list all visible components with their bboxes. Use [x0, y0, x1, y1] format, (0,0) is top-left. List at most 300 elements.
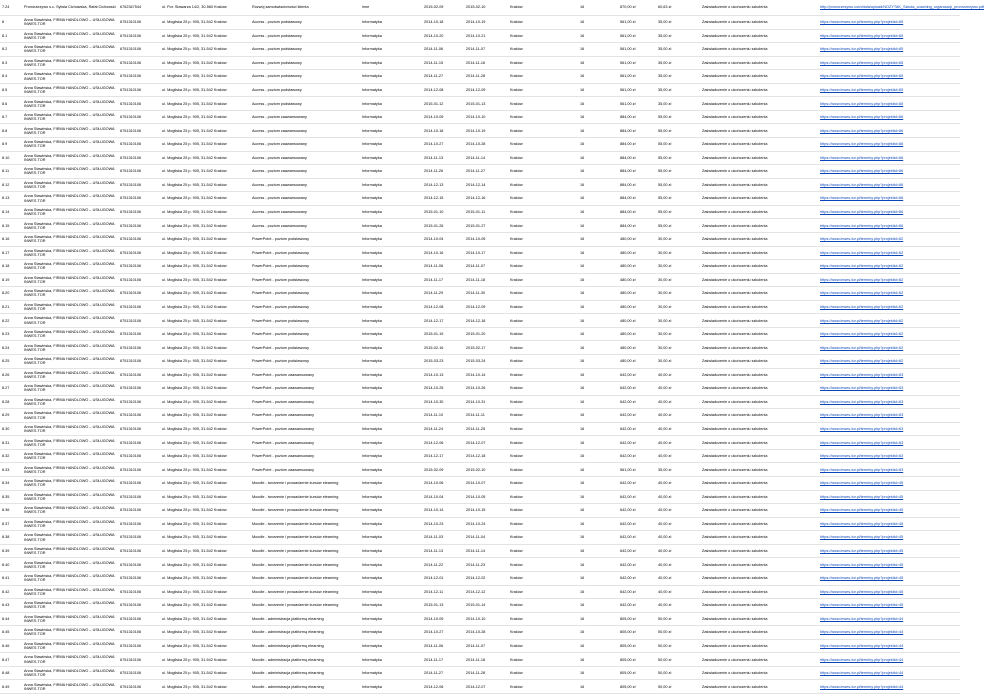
row-id-cell: 8.48	[2, 671, 10, 676]
end-date-cell: 2014-10-28	[466, 630, 486, 635]
url-link[interactable]: https://www.inwes-tor.pl/terminy.php?projektid=45	[820, 562, 904, 567]
table-row	[0, 680, 960, 694]
start-date-cell: 2014-11-27	[424, 671, 444, 676]
end-date-cell: 2014-10-05	[466, 494, 486, 499]
certificate-type-cell: Zaświadczenie o ukończeniu szkolenia	[702, 630, 768, 635]
nip-cell: 6751310106	[120, 549, 142, 554]
url-link[interactable]: https://www.inwes-tor.pl/terminy.php?projektid=63	[820, 372, 904, 377]
hours-cell: 16	[580, 562, 585, 567]
company-name-cell: Anna Stawińska, FIRMA HANDLOWO – USŁUGOWA INWES.TOR	[24, 438, 115, 447]
start-date-cell: 2014-10-27	[424, 630, 444, 635]
company-name-cell: Anna Stawińska, FIRMA HANDLOWO – USŁUGOWA INWES.TOR	[24, 533, 115, 542]
address-cell: ul. Mogilska 25 p. 905, 31-542 Kraków	[162, 74, 227, 79]
company-name-cell: Anna Stawińska, FIRMA HANDLOWO – USŁUGOWA INWES.TOR	[24, 506, 115, 515]
company-name-cell: Anna Stawińska, FIRMA HANDLOWO – USŁUGOWA INWES.TOR	[24, 601, 115, 610]
start-date-cell: 2014-12-17	[424, 454, 444, 459]
company-name-cell: Anna Stawińska, FIRMA HANDLOWO – USŁUGOWA INWES.TOR	[24, 370, 115, 379]
address-cell: ul. Mogilska 25 p. 905, 31-542 Kraków	[162, 372, 227, 377]
url-link[interactable]: https://www.inwes-tor.pl/terminy.php?projektid=65	[820, 47, 904, 52]
start-date-cell: 2015-03-23	[424, 359, 444, 364]
area-cell: Informatyka	[362, 250, 382, 255]
url-link[interactable]: https://www.inwes-tor.pl/terminy.php?projektid=66	[820, 210, 904, 215]
row-id-cell: 8.20	[2, 291, 10, 296]
hours-cell: 16	[580, 399, 585, 404]
price-cell: 642,00 zł	[620, 481, 636, 486]
url-link[interactable]: https://www.inwes-tor.pl/terminy.php?projektid=45	[820, 549, 904, 554]
url-link[interactable]: https://www.inwes-tor.pl/terminy.php?projektid=62	[820, 304, 904, 309]
url-link[interactable]: https://www.inwes-tor.pl/terminy.php?projektid=63	[820, 467, 904, 472]
city-cell: Kraków	[510, 155, 523, 160]
area-cell: Informatyka	[362, 291, 382, 296]
price-cell: 642,00 zł	[620, 576, 636, 581]
company-name-cell: Anna Stawińska, FIRMA HANDLOWO – USŁUGOWA INWES.TOR	[24, 343, 115, 352]
company-name-cell: Pronorzezywo s.c. Sylwia Cichowska, Rafał Cichowski	[24, 5, 116, 10]
start-date-cell: 2014-10-25	[424, 386, 444, 391]
certificate-type-cell: Zaświadczenie o ukończeniu szkolenia	[702, 440, 768, 445]
row-id-cell: 8.40	[2, 562, 10, 567]
url-link[interactable]: https://www.inwes-tor.pl/terminy.php?projektid=44	[820, 630, 904, 635]
hourly-rate-cell: 40,00 zł	[658, 535, 672, 540]
row-id-cell: 8.43	[2, 603, 10, 608]
certificate-type-cell: Zaświadczenie o ukończeniu szkolenia	[702, 494, 768, 499]
address-cell: ul. Mogilska 25 p. 905, 31-542 Kraków	[162, 345, 227, 350]
end-date-cell: 2015-01-11	[466, 210, 486, 215]
city-cell: Kraków	[510, 33, 523, 38]
hourly-rate-cell: 30,00 zł	[658, 264, 672, 269]
end-date-cell: 2015-02-10	[466, 467, 486, 472]
area-cell: Informatyka	[362, 657, 382, 662]
row-id-cell: 8.11	[2, 169, 10, 174]
company-name-cell: Anna Stawińska, FIRMA HANDLOWO – USŁUGOWA INWES.TOR	[24, 45, 115, 54]
start-date-cell: 2014-12-06	[424, 684, 444, 689]
url-link[interactable]: https://www.inwes-tor.pl/terminy.php?projektid=62	[820, 318, 904, 323]
table-row	[0, 463, 960, 477]
course-name-cell: PowerPoint - poziom podstawowy	[252, 304, 309, 309]
certificate-type-cell: Zaświadczenie o ukończeniu szkolenia	[702, 603, 768, 608]
certificate-type-cell: Zaświadczenie o ukończeniu szkolenia	[702, 535, 768, 540]
course-name-cell: PowerPoint - poziom zaawansowany	[252, 454, 315, 459]
hourly-rate-cell: 40,00 zł	[658, 413, 672, 418]
start-date-cell: 2014-11-26	[424, 169, 444, 174]
course-name-cell: Moodle - tworzenie i prowadzenie kursów elearning	[252, 521, 339, 526]
row-id-cell: 8.47	[2, 657, 10, 662]
hours-cell: 16	[580, 576, 585, 581]
row-id-cell: 8.4	[2, 74, 8, 79]
url-link[interactable]: https://www.inwes-tor.pl/terminy.php?projektid=66	[820, 128, 904, 133]
address-cell: ul. Mogilska 25 p. 905, 31-542 Kraków	[162, 237, 227, 242]
nip-cell: 6751310106	[120, 277, 142, 282]
hours-cell: 16	[580, 318, 585, 323]
table-row	[0, 192, 960, 206]
area-cell: Informatyka	[362, 399, 382, 404]
row-id-cell: 8.3	[2, 60, 8, 65]
price-cell: 642,00 zł	[620, 589, 636, 594]
area-cell: Informatyka	[362, 210, 382, 215]
url-link[interactable]: https://www.inwes-tor.pl/terminy.php?projektid=62	[820, 264, 904, 269]
certificate-type-cell: Zaświadczenie o ukończeniu szkolenia	[702, 250, 768, 255]
end-date-cell: 2014-10-10	[466, 616, 486, 621]
url-link[interactable]: https://www.inwes-tor.pl/terminy.php?projektid=62	[820, 359, 904, 364]
end-date-cell: 2014-12-18	[466, 454, 486, 459]
url-link[interactable]: https://www.inwes-tor.pl/terminy.php?projektid=63	[820, 399, 904, 404]
hourly-rate-cell: 40,00 zł	[658, 386, 672, 391]
url-link[interactable]: https://www.inwes-tor.pl/terminy.php?projektid=63	[820, 386, 904, 391]
course-name-cell: Moodle - administracja platformą elearning	[252, 657, 324, 662]
company-name-cell: Anna Stawińska, FIRMA HANDLOWO – USŁUGOWA INWES.TOR	[24, 302, 115, 312]
hourly-rate-cell: 40,00 zł	[658, 494, 672, 499]
price-cell: 884,00 zł	[620, 223, 636, 228]
table-row	[0, 491, 960, 505]
url-link[interactable]: https://www.inwes-tor.pl/terminy.php?projektid=65	[820, 74, 904, 79]
area-cell: Informatyka	[362, 237, 382, 242]
course-name-cell: Moodle - tworzenie i prowadzenie kursów elearning	[252, 589, 339, 594]
row-id-cell: 8.1	[2, 33, 8, 38]
start-date-cell: 2014-11-03	[424, 535, 444, 540]
address-cell: ul. Mogilska 25 p. 905, 31-542 Kraków	[162, 128, 227, 133]
company-name-cell: Anna Stawińska, FIRMA HANDLOWO – USŁUGOWA INWES.TOR	[24, 641, 115, 651]
hours-cell: 16	[580, 182, 585, 187]
course-name-cell: Moodle - tworzenie i prowadzenie kursów elearning	[252, 576, 339, 581]
hourly-rate-cell: 55,00 zł	[658, 142, 672, 147]
city-cell: Kraków	[510, 562, 523, 567]
url-link[interactable]: https://www.inwes-tor.pl/terminy.php?projektid=62	[820, 237, 904, 242]
start-date-cell: 2014-11-17	[424, 657, 444, 662]
hours-cell: 16	[580, 101, 585, 106]
table-row	[0, 301, 960, 315]
url-link[interactable]: https://www.inwes-tor.pl/terminy.php?projektid=62	[820, 332, 904, 337]
city-cell: Kraków	[510, 20, 523, 25]
end-date-cell: 2014-10-15	[466, 508, 486, 513]
company-name-cell: Anna Stawińska, FIRMA HANDLOWO – USŁUGOWA INWES.TOR	[24, 492, 115, 501]
company-name-cell: Anna Stawińska, FIRMA HANDLOWO – USŁUGOWA INWES.TOR	[24, 384, 115, 393]
url-link[interactable]: http://pronorzezywo.com/data/upload/NOZYTAK_Szkola_coaching_organizacji_pronorzezywo.pdf	[820, 5, 984, 10]
area-cell: Informatyka	[362, 576, 382, 581]
hourly-rate-cell: 50,00 zł	[658, 684, 672, 689]
url-link[interactable]: https://www.inwes-tor.pl/terminy.php?projektid=66	[820, 115, 904, 120]
price-cell: 642,00 zł	[620, 521, 636, 526]
address-cell: ul. Mogilska 25 p. 905, 31-542 Kraków	[162, 616, 227, 621]
start-date-cell: 2015-01-26	[424, 223, 444, 228]
course-name-cell: Access - poziom podstawowy	[252, 101, 302, 106]
price-cell: 642,00 zł	[620, 427, 636, 432]
row-id-cell: 8.5	[2, 88, 8, 93]
start-date-cell: 2014-12-17	[424, 318, 444, 323]
price-cell: 642,00 zł	[620, 454, 636, 459]
url-link[interactable]: https://www.inwes-tor.pl/terminy.php?projektid=66	[820, 142, 904, 147]
url-link[interactable]: https://www.inwes-tor.pl/terminy.php?projektid=63	[820, 454, 904, 459]
table-row	[0, 396, 960, 410]
hours-cell: 16	[580, 237, 585, 242]
nip-cell: 6751310106	[120, 101, 142, 106]
start-date-cell: 2014-10-18	[424, 128, 444, 133]
certificate-type-cell: Zaświadczenie o ukończeniu szkolenia	[702, 182, 768, 187]
row-id-cell: 8.21	[2, 304, 10, 309]
nip-cell: 6751310106	[120, 386, 142, 391]
nip-cell: 6751310106	[120, 250, 142, 255]
url-link[interactable]: https://www.inwes-tor.pl/terminy.php?projektid=66	[820, 223, 904, 228]
row-id-cell: 8.29	[2, 413, 10, 418]
company-name-cell: Anna Stawińska, FIRMA HANDLOWO – USŁUGOWA INWES.TOR	[24, 424, 115, 434]
address-cell: ul. Mogilska 25 p. 905, 31-542 Kraków	[162, 589, 227, 594]
url-link[interactable]: https://www.inwes-tor.pl/terminy.php?projektid=65	[820, 20, 904, 25]
hours-cell: 16	[580, 671, 585, 676]
city-cell: Kraków	[510, 521, 523, 526]
url-link[interactable]: https://www.inwes-tor.pl/terminy.php?projektid=66	[820, 169, 904, 174]
url-link[interactable]: https://www.inwes-tor.pl/terminy.php?projektid=45	[820, 481, 904, 486]
address-cell: ul. Mogilska 25 p. 905, 31-542 Kraków	[162, 657, 227, 662]
url-link[interactable]: https://www.inwes-tor.pl/terminy.php?projektid=44	[820, 684, 904, 689]
row-id-cell: 8.42	[2, 589, 10, 594]
city-cell: Kraków	[510, 182, 523, 187]
address-cell: ul. Mogilska 25 p. 905, 31-542 Kraków	[162, 671, 227, 676]
hours-cell: 16	[580, 332, 585, 337]
table-row	[0, 450, 960, 464]
hourly-rate-cell: 35,00 zł	[658, 88, 672, 93]
certificate-type-cell: Zaświadczenie o ukończeniu szkolenia	[702, 223, 768, 228]
row-id-cell: 8.45	[2, 630, 10, 635]
course-name-cell: Moodle - tworzenie i prowadzenie kursów elearning	[252, 494, 339, 499]
area-cell: Informatyka	[362, 494, 382, 499]
nip-cell: 6751310106	[120, 332, 142, 337]
hours-cell: 16	[580, 291, 585, 296]
url-link[interactable]: https://www.inwes-tor.pl/terminy.php?projektid=66	[820, 196, 904, 201]
start-date-cell: 2014-11-06	[424, 47, 444, 52]
nip-cell: 6751310106	[120, 155, 142, 160]
price-cell: 561,00 zł	[620, 20, 636, 25]
city-cell: Kraków	[510, 196, 523, 201]
hourly-rate-cell: 50,00 zł	[658, 630, 672, 635]
certificate-type-cell: Zaświadczenie o ukończeniu szkolenia	[702, 318, 768, 323]
city-cell: Kraków	[510, 169, 523, 174]
url-link[interactable]: https://www.inwes-tor.pl/terminy.php?projektid=45	[820, 576, 904, 581]
address-cell: ul. Mogilska 25 p. 905, 31-542 Kraków	[162, 20, 227, 25]
end-date-cell: 2014-10-26	[466, 386, 486, 391]
start-date-cell: 2014-10-18	[424, 20, 444, 25]
hourly-rate-cell: 30,00 zł	[658, 277, 672, 282]
start-date-cell: 2014-11-27	[424, 74, 444, 79]
certificate-type-cell: Zaświadczenie o ukończeniu szkolenia	[702, 372, 768, 377]
price-cell: 642,00 zł	[620, 549, 636, 554]
url-link[interactable]: https://www.inwes-tor.pl/terminy.php?projektid=65	[820, 101, 904, 106]
address-cell: ul. Mogilska 25 p. 905, 31-542 Kraków	[162, 223, 227, 228]
area-cell: Informatyka	[362, 616, 382, 621]
course-name-cell: Access - poziom podstawowy	[252, 60, 302, 65]
price-cell: 561,00 zł	[620, 88, 636, 93]
course-name-cell: PowerPoint - poziom zaawansowany	[252, 386, 315, 391]
hours-cell: 16	[580, 589, 585, 594]
url-link[interactable]: https://www.inwes-tor.pl/terminy.php?projektid=44	[820, 671, 904, 676]
certificate-type-cell: Zaświadczenie o ukończeniu szkolenia	[702, 399, 768, 404]
url-link[interactable]: https://www.inwes-tor.pl/terminy.php?projektid=45	[820, 521, 904, 526]
hours-cell: 16	[580, 88, 585, 93]
start-date-cell: 2014-10-23	[424, 521, 444, 526]
certificate-type-cell: Zaświadczenie o ukończeniu szkolenia	[702, 5, 768, 10]
hourly-rate-cell: 35,00 zł	[658, 60, 672, 65]
url-link[interactable]: https://www.inwes-tor.pl/terminy.php?projektid=65	[820, 60, 904, 65]
nip-cell: 6751310106	[120, 88, 142, 93]
row-id-cell: 8.9	[2, 142, 8, 147]
table-row	[0, 382, 960, 396]
certificate-type-cell: Zaświadczenie o ukończeniu szkolenia	[702, 60, 768, 65]
hours-cell: 16	[580, 359, 585, 364]
table-row	[0, 233, 960, 247]
hourly-rate-cell: 40,00 zł	[658, 603, 672, 608]
nip-cell: 6751310106	[120, 440, 142, 445]
end-date-cell: 2014-12-07	[466, 440, 486, 445]
url-link[interactable]: https://www.inwes-tor.pl/terminy.php?projektid=45	[820, 494, 904, 499]
company-name-cell: Anna Stawińska, FIRMA HANDLOWO – USŁUGOWA INWES.TOR	[24, 357, 115, 366]
price-cell: 561,00 zł	[620, 467, 636, 472]
area-cell: Informatyka	[362, 549, 382, 554]
city-cell: Kraków	[510, 616, 523, 621]
hourly-rate-cell: 50,00 zł	[658, 616, 672, 621]
course-name-cell: PowerPoint - poziom podstawowy	[252, 250, 309, 255]
certificate-type-cell: Zaświadczenie o ukończeniu szkolenia	[702, 549, 768, 554]
url-link[interactable]: https://www.inwes-tor.pl/terminy.php?projektid=44	[820, 616, 904, 621]
price-cell: 884,00 zł	[620, 115, 636, 120]
address-cell: ul. Mogilska 25 p. 905, 31-542 Kraków	[162, 508, 227, 513]
start-date-cell: 2014-10-14	[424, 508, 444, 513]
start-date-cell: 2014-10-06	[424, 481, 444, 486]
hours-cell: 16	[580, 616, 585, 621]
url-link[interactable]: https://www.inwes-tor.pl/terminy.php?projektid=62	[820, 291, 904, 296]
row-id-cell: 8.24	[2, 345, 10, 350]
address-cell: ul. Mogilska 25 p. 905, 31-542 Kraków	[162, 481, 227, 486]
url-link[interactable]: https://www.inwes-tor.pl/terminy.php?projektid=45	[820, 508, 904, 513]
row-id-cell: 8	[2, 20, 5, 25]
company-name-cell: Anna Stawińska, FIRMA HANDLOWO – USŁUGOWA INWES.TOR	[24, 452, 115, 461]
end-date-cell: 2014-10-24	[466, 521, 486, 526]
nip-cell: 6751310106	[120, 589, 142, 594]
price-cell: 805,00 zł	[620, 643, 636, 648]
table-row	[0, 613, 960, 627]
price-cell: 884,00 zł	[620, 142, 636, 147]
table-row	[0, 531, 960, 545]
start-date-cell: 2014-11-13	[424, 549, 444, 554]
row-id-cell: 8.37	[2, 521, 10, 526]
hourly-rate-cell: 40,00 zł	[658, 427, 672, 432]
url-link[interactable]: https://www.inwes-tor.pl/terminy.php?projektid=62	[820, 250, 904, 255]
certificate-type-cell: Zaświadczenie o ukończeniu szkolenia	[702, 467, 768, 472]
url-link[interactable]: https://www.inwes-tor.pl/terminy.php?projektid=62	[820, 277, 904, 282]
row-id-cell: 8.39	[2, 549, 10, 554]
company-name-cell: Anna Stawińska, FIRMA HANDLOWO – USŁUGOWA INWES.TOR	[24, 411, 115, 420]
company-name-cell: Anna Stawińska, FIRMA HANDLOWO – USŁUGOWA INWES.TOR	[24, 560, 115, 569]
hours-cell: 16	[580, 155, 585, 160]
hourly-rate-cell: 30,00 zł	[658, 345, 672, 350]
area-cell: Informatyka	[362, 345, 382, 350]
url-link[interactable]: https://www.inwes-tor.pl/terminy.php?projektid=63	[820, 427, 904, 432]
address-cell: ul. Mogilska 25 p. 905, 31-542 Kraków	[162, 33, 227, 38]
address-cell: ul. Mogilska 25 p. 905, 31-542 Kraków	[162, 494, 227, 499]
hours-cell: 16	[580, 481, 585, 486]
table-row	[0, 314, 960, 328]
table-row	[0, 287, 960, 301]
url-link[interactable]: https://www.inwes-tor.pl/terminy.php?projektid=45	[820, 535, 904, 540]
price-cell: 480,00 zł	[620, 250, 636, 255]
nip-cell: 6751310106	[120, 535, 142, 540]
hourly-rate-cell: 40,00 zł	[658, 562, 672, 567]
hourly-rate-cell: 40,00 zł	[658, 549, 672, 554]
city-cell: Kraków	[510, 345, 523, 350]
city-cell: Kraków	[510, 413, 523, 418]
url-link[interactable]: https://www.inwes-tor.pl/terminy.php?projektid=45	[820, 589, 904, 594]
company-name-cell: Anna Stawińska, FIRMA HANDLOWO – USŁUGOWA INWES.TOR	[24, 262, 115, 271]
hours-cell: 16	[580, 454, 585, 459]
end-date-cell: 2014-12-07	[466, 684, 486, 689]
url-link[interactable]: https://www.inwes-tor.pl/terminy.php?projektid=66	[820, 155, 904, 160]
company-name-cell: Anna Stawińska, FIRMA HANDLOWO – USŁUGOWA INWES.TOR	[24, 574, 115, 583]
address-cell: ul. Mogilska 25 p. 905, 31-542 Kraków	[162, 47, 227, 52]
hourly-rate-cell: 55,00 zł	[658, 182, 672, 187]
nip-cell: 6751310106	[120, 454, 142, 459]
company-name-cell: Anna Stawińska, FIRMA HANDLOWO – USŁUGOWA INWES.TOR	[24, 113, 115, 122]
course-name-cell: PowerPoint - poziom zaawansowany	[252, 372, 315, 377]
price-cell: 884,00 zł	[620, 196, 636, 201]
price-cell: 884,00 zł	[620, 128, 636, 133]
row-id-cell: 8.34	[2, 481, 10, 486]
course-name-cell: Access - poziom zaawansowany	[252, 142, 307, 147]
course-name-cell: Moodle - tworzenie i prowadzenie kursów elearning	[252, 562, 339, 567]
course-name-cell: Access - poziom zaawansowany	[252, 128, 307, 133]
address-cell: ul. Mogilska 25 p. 905, 31-542 Kraków	[162, 291, 227, 296]
nip-cell: 6751310106	[120, 494, 142, 499]
city-cell: Kraków	[510, 427, 523, 432]
hours-cell: 16	[580, 169, 585, 174]
price-cell: 480,00 zł	[620, 291, 636, 296]
row-id-cell: 8.12	[2, 182, 10, 187]
row-id-cell: 8.17	[2, 250, 10, 255]
company-name-cell: Anna Stawińska, FIRMA HANDLOWO – USŁUGOWA INWES.TOR	[24, 669, 115, 678]
city-cell: Kraków	[510, 549, 523, 554]
address-cell: ul. Mogilska 25 p. 905, 31-542 Kraków	[162, 386, 227, 391]
address-cell: ul. Mogilska 25 p. 905, 31-542 Kraków	[162, 427, 227, 432]
url-link[interactable]: https://www.inwes-tor.pl/terminy.php?projektid=45	[820, 603, 904, 608]
url-link[interactable]: https://www.inwes-tor.pl/terminy.php?projektid=65	[820, 88, 904, 93]
nip-cell: 6751310106	[120, 399, 142, 404]
city-cell: Kraków	[510, 372, 523, 377]
area-cell: Informatyka	[362, 332, 382, 337]
start-date-cell: 2014-11-24	[424, 427, 444, 432]
course-name-cell: PowerPoint - poziom podstawowy	[252, 291, 309, 296]
certificate-type-cell: Zaświadczenie o ukończeniu szkolenia	[702, 210, 768, 215]
hourly-rate-cell: 35,00 zł	[658, 20, 672, 25]
nip-cell: 6751310106	[120, 182, 142, 187]
nip-cell: 6751310106	[120, 237, 142, 242]
url-link[interactable]: https://www.inwes-tor.pl/terminy.php?projektid=62	[820, 345, 904, 350]
url-link[interactable]: https://www.inwes-tor.pl/terminy.php?projektid=65	[820, 33, 904, 38]
city-cell: Kraków	[510, 684, 523, 689]
url-link[interactable]: https://www.inwes-tor.pl/terminy.php?projektid=63	[820, 440, 904, 445]
url-link[interactable]: https://www.inwes-tor.pl/terminy.php?projektid=66	[820, 182, 904, 187]
nip-cell: 6751310106	[120, 521, 142, 526]
city-cell: Kraków	[510, 454, 523, 459]
nip-cell: 6751310106	[120, 508, 142, 513]
start-date-cell: 2014-10-09	[424, 616, 444, 621]
row-id-cell: 8.23	[2, 332, 10, 337]
hours-cell: 16	[580, 60, 585, 65]
url-link[interactable]: https://www.inwes-tor.pl/terminy.php?projektid=44	[820, 657, 904, 662]
area-cell: Informatyka	[362, 671, 382, 676]
row-id-cell: 8.44	[2, 616, 10, 621]
city-cell: Kraków	[510, 115, 523, 120]
course-name-cell: PowerPoint - poziom zaawansowany	[252, 399, 315, 404]
url-link[interactable]: https://www.inwes-tor.pl/terminy.php?projektid=44	[820, 643, 904, 648]
table-row	[0, 423, 960, 437]
hourly-rate-cell: 55,00 zł	[658, 169, 672, 174]
url-link[interactable]: https://www.inwes-tor.pl/terminy.php?projektid=63	[820, 413, 904, 418]
start-date-cell: 2014-11-17	[424, 277, 444, 282]
